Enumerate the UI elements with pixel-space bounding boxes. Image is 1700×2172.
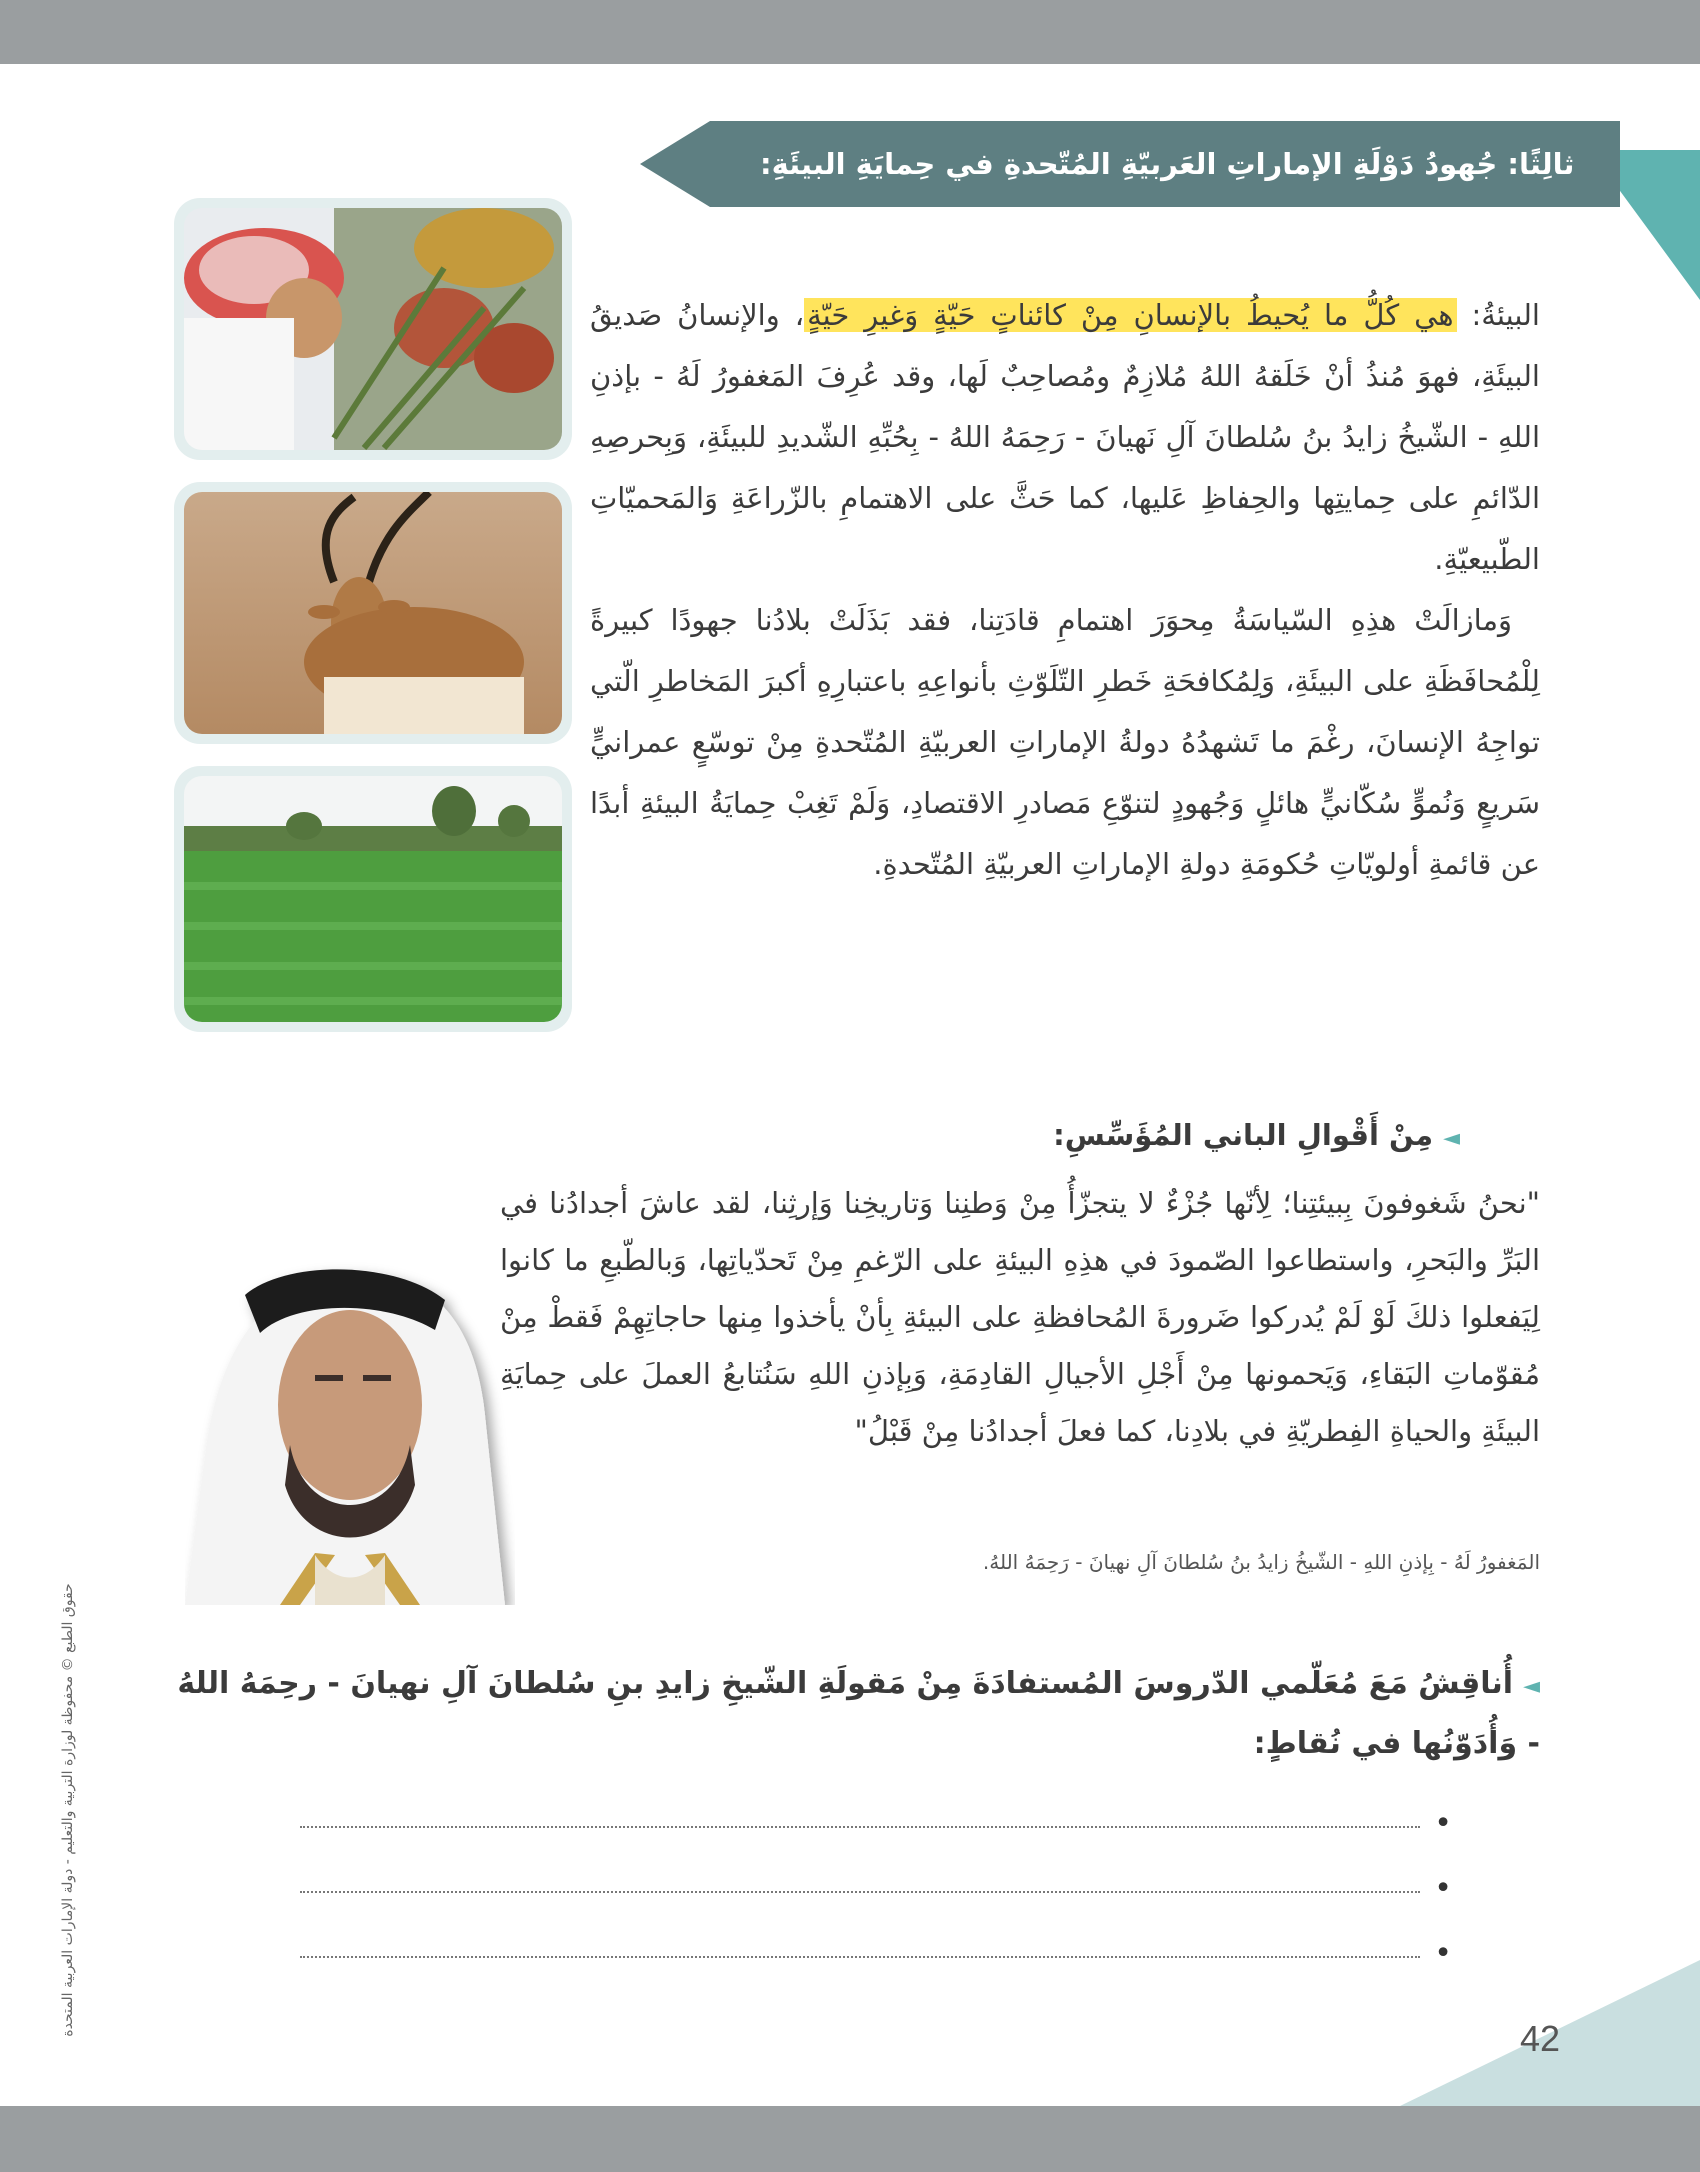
answer-line-2[interactable] xyxy=(300,1871,1460,1906)
highlighted-definition: هي كُلُّ ما يُحيطُ بالإنسانِ مِنْ كائناتٍ حَيّةٍ وَغيرِ حَيّةٍ xyxy=(804,298,1456,332)
paragraph-continuation: ، والإنسانُ صَديقُ البيئَةِ، فهوَ مُنذُ أنْ خَلَقهُ اللهُ مُلازِمٌ ومُصاحِبٌ لَها، وقد عُرِفَ المَغفورُ لَهُ - بإذنِ اللهِ - الشّيخُ زايدُ بنُ سُلطانَ آلِ نَهيانَ - رَحِمَهُ اللهُ - بِحُبِّهِ الشّديدِ للبيئَةِ، وَبِحرصِهِ الدّائمِ على حِمايتِها والحِفاظِ عَليها، كما حَثَّ على الاهتمامِ بالزّراعَةِ وَالمَحميّاتِ الطّبيعيّةِ. xyxy=(590,298,1540,576)
section-heading: ثالِثًا: جُهودُ دَوْلَةِ الإماراتِ العَربيّةِ المُتّحدةِ في حِمايَةِ البيئَةِ: xyxy=(760,147,1575,181)
triangle-marker-icon: ◄ xyxy=(1523,1674,1540,1699)
founder-quote xyxy=(500,1175,1540,1460)
photo-farm-field xyxy=(174,766,572,1032)
photo-date-harvest xyxy=(174,198,572,460)
discussion-prompt xyxy=(160,1655,1540,1772)
quote-title-label: مِنْ أَقْوالِ الباني المُؤَسِّسِ: xyxy=(1053,1118,1434,1152)
quote-section-title xyxy=(900,1118,1460,1152)
bottom-bar xyxy=(0,2106,1700,2172)
dotted-line xyxy=(300,1826,1420,1828)
answer-line-3[interactable] xyxy=(300,1936,1460,1971)
triangle-marker-icon: ◄ xyxy=(1443,1126,1460,1151)
paragraph-environment-definition xyxy=(590,285,1540,590)
definition-term: البيئةُ: xyxy=(1456,298,1540,332)
copyright-caption: حقوق الطبع © محفوظة لوزارة التربية والتعليم - دولة الإمارات العربية المتحدة xyxy=(60,1583,76,2037)
top-bar xyxy=(0,0,1700,64)
quote-attribution: المَغفورُ لَهُ - بِإذنِ اللهِ - الشّيخُ زايدُ بنُ سُلطانَ آلِ نهيانَ - رَحِمَهُ اللهُ. xyxy=(982,1550,1540,1574)
bullet: • xyxy=(1434,1936,1452,1971)
bullet: • xyxy=(1434,1806,1452,1841)
bullet: • xyxy=(1434,1871,1452,1906)
portrait-sheikh-zayed xyxy=(185,1255,515,1605)
photo-gazelle xyxy=(174,482,572,744)
answer-line-1[interactable] xyxy=(300,1806,1460,1841)
discussion-prompt-label: أُناقِشُ مَعَ مُعَلّمي الدّروسَ المُستفادَةَ مِنْ مَقولَةِ الشّيخِ زايدِ بنِ سُلطانَ آلِ نهيانَ - رحِمَهُ اللهُ - وَأُدَوّنُها في نُقاطٍ: xyxy=(177,1666,1540,1761)
dotted-line xyxy=(300,1891,1420,1893)
body-text xyxy=(590,285,1540,895)
paragraph-uae-efforts: وَمازالَتْ هذِهِ السّياسَةُ مِحوَرَ اهتمامِ قادَتِنا، فقد بَذَلَتْ بلادُنا جهودًا كبيرةً لِلْمُحافَظَةِ على البيئَةِ، وَلِمُكافحَةِ خَطرِ التّلَوّثِ بأنواعِهِ باعتبارِهِ أكبرَ المَخاطرِ الّتي تواجِهُ الإنسانَ، رغْمَ ما تَشهدُهُ دولةُ الإماراتِ العربيّةِ المُتّحدةِ مِنْ توسّعٍ عمرانيٍّ سَريعٍ وَنُموٍّ سُكّانيٍّ هائلٍ وَجُهودٍ لتنوّعِ مَصادرِ الاقتصادِ، وَلَمْ تَغِبْ حِمايَةُ البيئةِ أبدًا عن قائمةِ أولويّاتِ حُكومَةِ دولةِ الإماراتِ العربيّةِ المُتّحدةِ. xyxy=(590,603,1540,881)
quote-paragraph: "نحنُ شَغوفونَ بِبيئتِنا؛ لِأنّها جُزْءٌ لا يتجزّأُ مِنْ وَطنِنا وَتاريخِنا وَإرثِنا، لقد عاشَ أجدادُنا في البَرِّ والبَحرِ، واستطاعوا الصّمودَ في هذِهِ البيئةِ على الرّغمِ مِنْ تَحدّياتِها، وَبالطّبعِ ما كانوا لِيَفعلوا ذلكَ لَوْ لَمْ يُدركوا ضَرورةَ المُحافظةِ على البيئةِ بِأنْ يأخذوا مِنها حاجاتِهِمْ فَقطْ مِنْ مُقوّماتِ البَقاءِ، وَيَحمونها مِنْ أَجْلِ الأجيالِ القادِمَةِ، وَبِإذنِ اللهِ سَنُتابعُ العملَ على حِمايَةِ البيئَةِ والحياةِ الفِطريّةِ في بلادِنا، كما فعلَ أجدادُنا مِنْ قَبْلُ" xyxy=(500,1186,1540,1448)
dotted-line xyxy=(300,1956,1420,1958)
page-number: 42 xyxy=(1519,2018,1561,2059)
